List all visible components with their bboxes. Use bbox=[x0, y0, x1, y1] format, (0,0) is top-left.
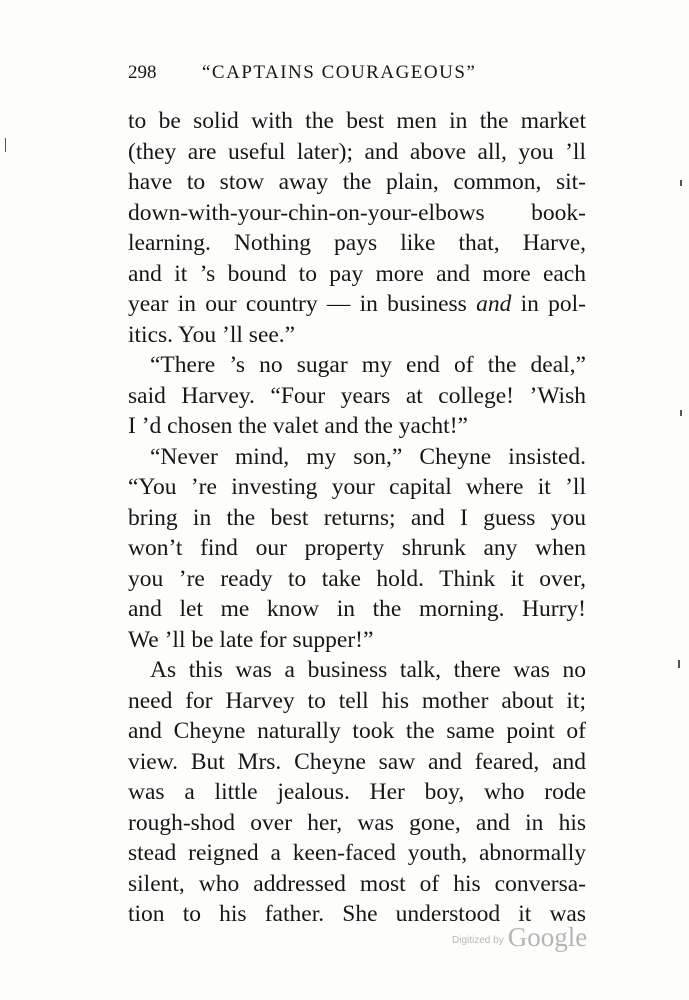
scan-speck bbox=[5, 138, 6, 152]
running-title: “CAPTAINS COURAGEOUS” bbox=[202, 62, 477, 83]
text-line: bring in the best returns; and I guess you bbox=[128, 504, 586, 531]
text-line: view. But Mrs. Cheyne saw and feared, and bbox=[128, 748, 586, 775]
text-line: We ’ll be late for supper!” bbox=[128, 626, 374, 653]
text-line: down-with-your-chin-on-your-elbows book- bbox=[128, 199, 586, 226]
text-line: I ’d chosen the valet and the yacht!” bbox=[128, 413, 468, 439]
italic-word: and bbox=[476, 291, 512, 317]
text-line: tion to his father. She understood it was bbox=[128, 901, 586, 927]
text-line: learning. Nothing pays like that, Harve, bbox=[128, 230, 586, 256]
body-text bbox=[128, 106, 586, 930]
google-watermark bbox=[452, 922, 587, 953]
text-line: was a little jealous. Her boy, who rode bbox=[128, 779, 586, 805]
scan-speck bbox=[678, 660, 680, 668]
text-line: itics. You ’ll see.” bbox=[128, 321, 296, 348]
text-line: need for Harvey to tell his mother about it; bbox=[128, 687, 586, 714]
text-line: silent, who addressed most of his conversa- bbox=[128, 870, 586, 897]
text-line: As this was a business talk, there was no bbox=[150, 657, 586, 683]
text-line: year in our country — in business and in pol- bbox=[128, 291, 586, 317]
text-line: and Cheyne naturally took the same point of bbox=[128, 718, 586, 744]
text-line: to be solid with the best men in the market bbox=[128, 108, 586, 134]
watermark-prefix: Digitized by bbox=[452, 935, 504, 946]
text-line: and it ’s bound to pay more and more each bbox=[128, 260, 586, 287]
text-line: you ’re ready to take hold. Think it over, bbox=[128, 565, 586, 592]
text-line: stead reigned a keen-faced youth, abnormally bbox=[128, 840, 586, 866]
scan-speck bbox=[680, 180, 682, 186]
text-line: and let me know in the morning. Hurry! bbox=[128, 596, 586, 622]
text-line: “There ’s no sugar my end of the deal,” bbox=[150, 352, 586, 378]
page-number: 298 bbox=[128, 62, 157, 83]
scan-speck bbox=[680, 410, 682, 416]
google-logo: Google bbox=[507, 922, 588, 952]
text-line: (they are useful later); and above all, you ’ll bbox=[128, 138, 586, 165]
text-line: won’t find our property shrunk any when bbox=[128, 535, 586, 561]
text-line: “You ’re investing your capital where it ’ll bbox=[128, 474, 586, 500]
text-line: “Never mind, my son,” Cheyne insisted. bbox=[150, 443, 586, 470]
text-line: have to stow away the plain, common, sit- bbox=[128, 169, 586, 195]
text-line: rough-shod over her, was gone, and in his bbox=[128, 809, 586, 836]
text-line: said Harvey. “Four years at college! ’Wish bbox=[128, 382, 586, 409]
running-header bbox=[128, 62, 588, 90]
